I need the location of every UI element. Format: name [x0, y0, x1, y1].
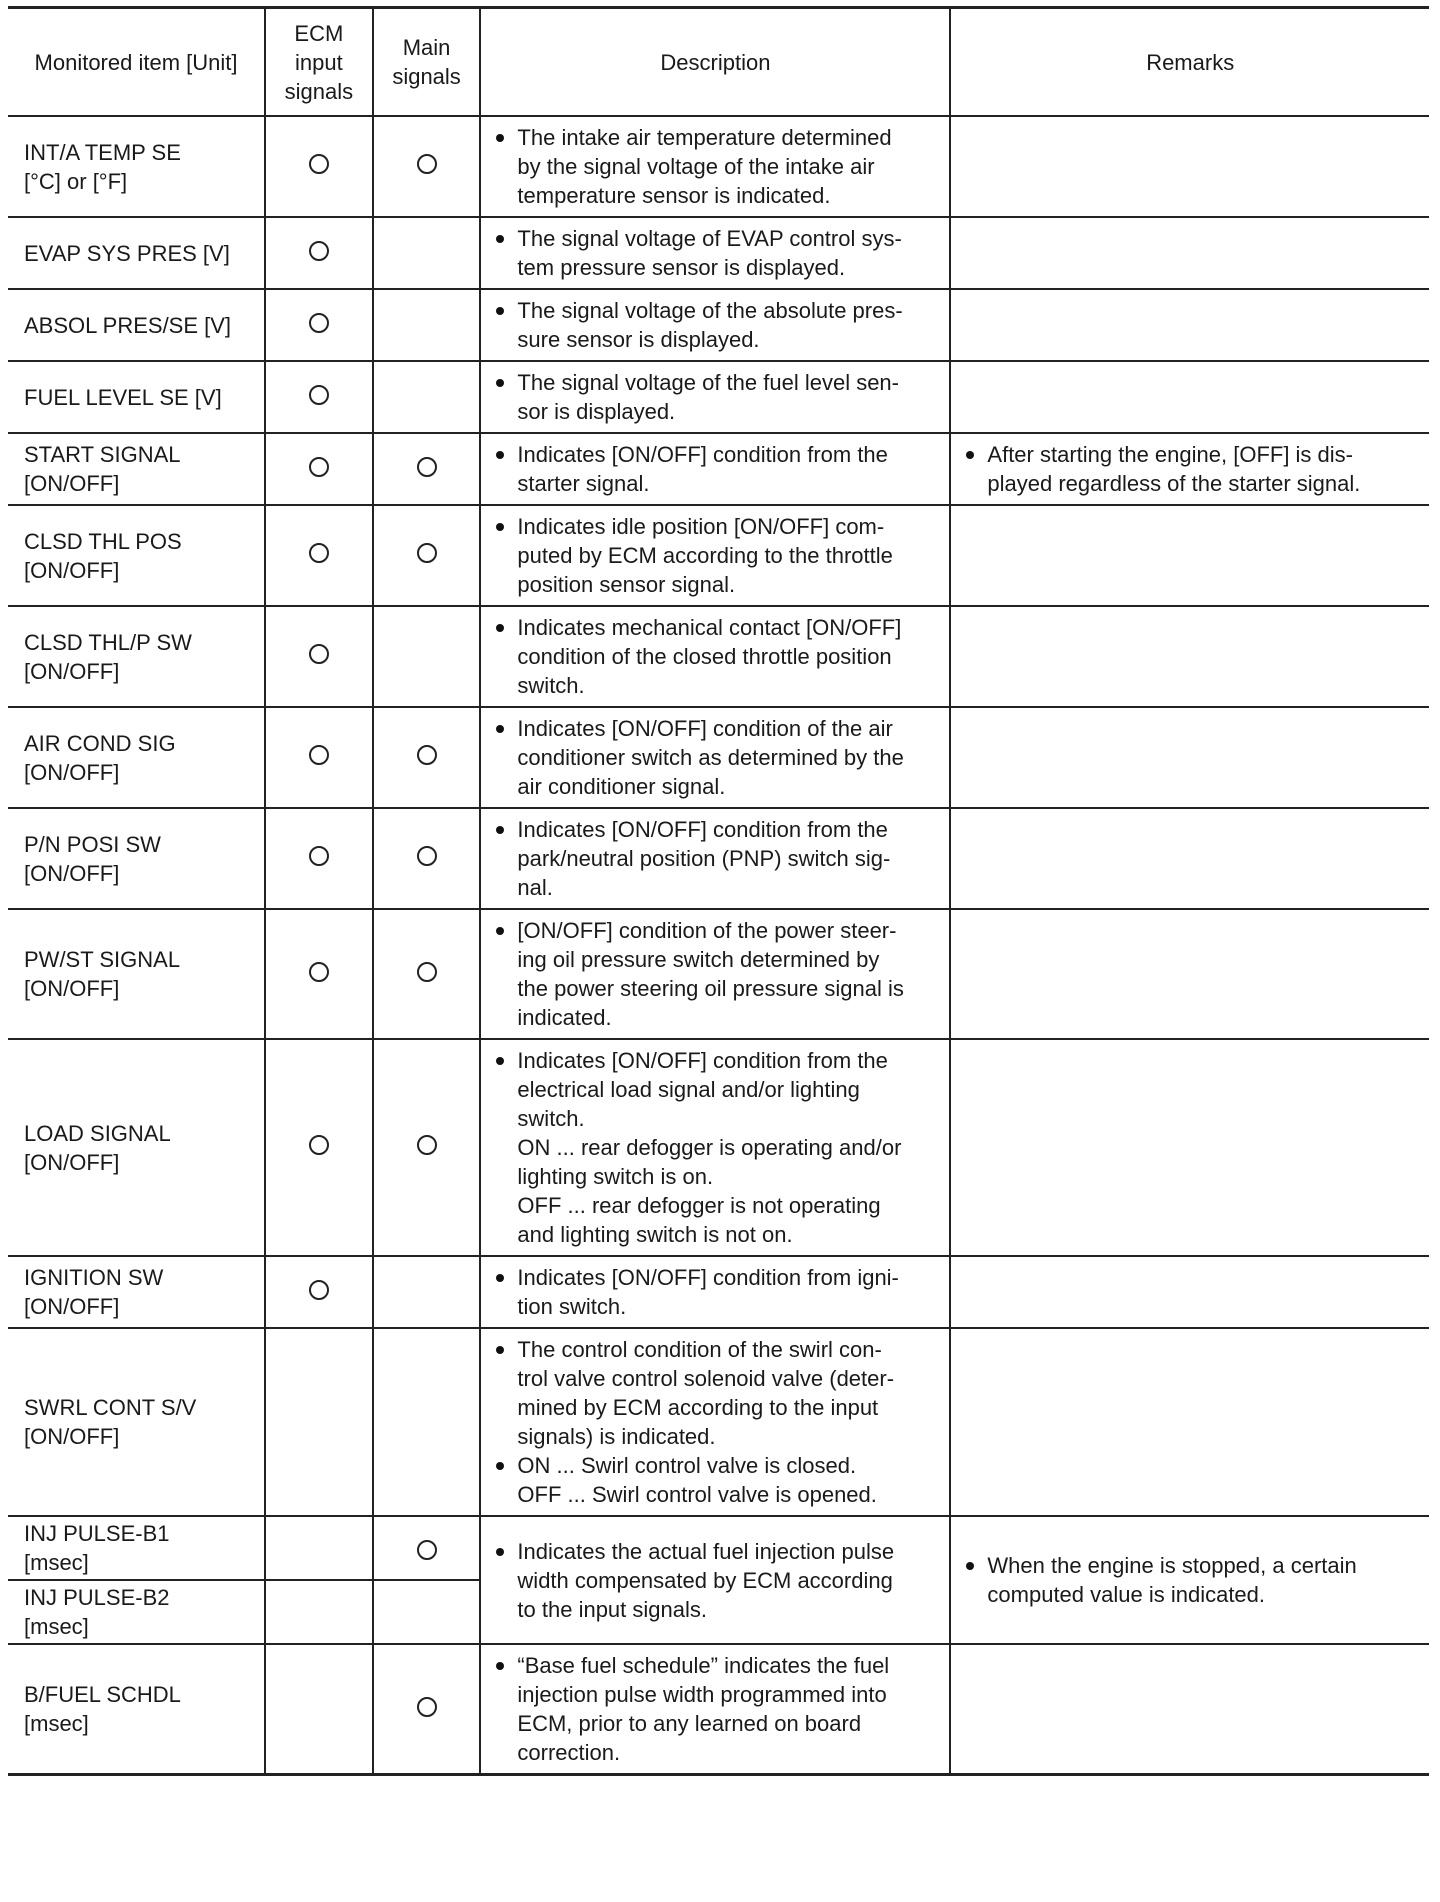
- ecm-input-cell: [265, 1644, 373, 1775]
- description-line: lighting switch is on.: [517, 1164, 714, 1189]
- monitored-item-cell: [8, 116, 265, 217]
- header-remarks: Remarks: [950, 8, 1429, 117]
- description-cell: [480, 808, 950, 909]
- monitored-item-cell: [8, 909, 265, 1039]
- description-cell: [480, 1328, 950, 1516]
- table-row: [8, 1328, 1429, 1516]
- description-line: starter signal.: [517, 471, 650, 496]
- description-line: and lighting switch is not on.: [517, 1222, 793, 1247]
- monitored-item-cell: [8, 1256, 265, 1328]
- circle-mark-icon: [417, 745, 437, 765]
- description-line: Indicates the actual fuel injection pulse: [491, 1537, 941, 1566]
- monitored-item-text: SWRL CONT S/V: [24, 1395, 197, 1420]
- description-line: correction.: [517, 1740, 621, 1765]
- circle-mark-icon: [309, 745, 329, 765]
- monitored-item-text: [ON/OFF]: [24, 557, 120, 583]
- description-line: The control condition of the swirl con-: [491, 1335, 941, 1364]
- remarks-cell: [950, 909, 1429, 1039]
- description-line: position sensor signal.: [517, 572, 736, 597]
- table-row: [8, 217, 1429, 289]
- table-row: [8, 505, 1429, 606]
- ecm-input-cell: [265, 1516, 373, 1580]
- description-line: to the input signals.: [517, 1596, 707, 1622]
- description-line: switch.: [517, 1106, 585, 1131]
- ecm-input-cell: [265, 361, 373, 433]
- header-main-line: signals: [392, 64, 461, 89]
- table-header-row: [8, 8, 1429, 117]
- remarks-cell: [950, 606, 1429, 707]
- table-row: [8, 433, 1429, 505]
- main-signal-cell: [373, 1580, 481, 1644]
- monitored-item-text: FUEL LEVEL SE [V]: [24, 384, 222, 410]
- description-line: nal.: [517, 875, 553, 900]
- description-line: by the signal voltage of the intake air: [517, 154, 875, 179]
- main-signal-cell: [373, 1644, 481, 1775]
- ecm-input-cell: [265, 808, 373, 909]
- monitored-item-text: B/FUEL SCHDL: [24, 1682, 181, 1707]
- description-cell: [480, 909, 950, 1039]
- monitored-item-text: [ON/OFF]: [24, 976, 120, 1001]
- circle-mark-icon: [309, 962, 329, 982]
- table-body: [8, 116, 1429, 1775]
- main-signal-cell: [373, 116, 481, 217]
- main-signal-cell: [373, 361, 481, 433]
- monitored-item-cell: [8, 1039, 265, 1256]
- monitored-item-cell: [8, 606, 265, 707]
- monitored-item-cell: [8, 808, 265, 909]
- description-line: The intake air temperature determined: [491, 123, 941, 152]
- monitored-item-cell: [8, 1516, 265, 1580]
- remarks-cell: [950, 1644, 1429, 1775]
- main-signal-cell: [373, 217, 481, 289]
- description-line: injection pulse width programmed into: [517, 1682, 887, 1707]
- monitored-item-text: [msec]: [24, 1711, 89, 1736]
- description-line: The signal voltage of EVAP control sys-: [491, 224, 941, 253]
- circle-mark-icon: [309, 846, 329, 866]
- circle-mark-icon: [309, 1135, 329, 1155]
- monitored-item-text: [ON/OFF]: [24, 860, 120, 886]
- monitored-item-cell: [8, 1580, 265, 1644]
- remarks-cell: [950, 1328, 1429, 1516]
- table-row: [8, 808, 1429, 909]
- circle-mark-icon: [417, 962, 437, 982]
- header-ecm-line: signals: [284, 78, 354, 104]
- monitored-item-text: INJ PULSE-B1: [24, 1521, 170, 1546]
- table-row: [8, 361, 1429, 433]
- monitor-item-table: [8, 6, 1429, 1776]
- description-line: signals) is indicated.: [517, 1424, 716, 1449]
- remarks-cell: [950, 361, 1429, 433]
- main-signal-cell: [373, 808, 481, 909]
- circle-mark-icon: [417, 1697, 437, 1717]
- header-main-line: Main: [402, 35, 451, 60]
- description-line: electrical load signal and/or lighting: [517, 1077, 860, 1102]
- monitored-item-text: [msec]: [24, 1550, 89, 1575]
- header-description: Description: [480, 8, 950, 117]
- description-line: width compensated by ECM according: [517, 1567, 893, 1593]
- description-line: the power steering oil pressure signal is: [517, 976, 904, 1001]
- description-line: “Base fuel schedule” indicates the fuel: [491, 1651, 941, 1680]
- description-line: Indicates [ON/OFF] condition from the: [491, 815, 941, 844]
- remarks-cell: [950, 707, 1429, 808]
- monitored-item-text: IGNITION SW: [24, 1265, 164, 1290]
- remarks-cell: [950, 1516, 1429, 1644]
- description-cell: [480, 606, 950, 707]
- monitored-item-text: INJ PULSE-B2: [24, 1585, 170, 1610]
- main-signal-cell: [373, 1516, 481, 1580]
- remarks-cell: [950, 1256, 1429, 1328]
- description-line: tem pressure sensor is displayed.: [517, 255, 846, 280]
- monitored-item-text: [ON/OFF]: [24, 1424, 120, 1449]
- monitored-item-cell: [8, 433, 265, 505]
- circle-mark-icon: [309, 313, 329, 333]
- monitored-item-text: [ON/OFF]: [24, 1294, 120, 1319]
- description-cell: [480, 1039, 950, 1256]
- monitored-item-text: LOAD SIGNAL: [24, 1120, 171, 1146]
- main-signal-cell: [373, 289, 481, 361]
- ecm-input-cell: [265, 116, 373, 217]
- description-line: sure sensor is displayed.: [517, 327, 760, 352]
- monitored-item-text: P/N POSI SW: [24, 831, 161, 857]
- monitored-item-cell: [8, 1328, 265, 1516]
- table-row: [8, 707, 1429, 808]
- description-line: trol valve control solenoid valve (deter-: [517, 1366, 895, 1391]
- circle-mark-icon: [417, 543, 437, 563]
- table-row: [8, 1644, 1429, 1775]
- monitored-item-text: [ON/OFF]: [24, 759, 120, 785]
- monitored-item-text: [ON/OFF]: [24, 658, 120, 684]
- monitored-item-text: [ON/OFF]: [24, 1149, 120, 1175]
- circle-mark-icon: [417, 457, 437, 477]
- description-line: mined by ECM according to the input: [517, 1395, 879, 1420]
- monitored-item-cell: [8, 505, 265, 606]
- header-main-signals: [373, 8, 481, 117]
- table-row: [8, 606, 1429, 707]
- main-signal-cell: [373, 1039, 481, 1256]
- monitored-item-cell: [8, 707, 265, 808]
- monitored-item-cell: [8, 1644, 265, 1775]
- ecm-input-cell: [265, 505, 373, 606]
- ecm-input-cell: [265, 289, 373, 361]
- remarks-cell: [950, 289, 1429, 361]
- circle-mark-icon: [309, 1280, 329, 1300]
- description-cell: [480, 1644, 950, 1775]
- main-signal-cell: [373, 707, 481, 808]
- description-line: ing oil pressure switch determined by: [517, 947, 880, 972]
- description-line: park/neutral position (PNP) switch sig-: [517, 846, 891, 871]
- description-line: Indicates mechanical contact [ON/OFF]: [491, 613, 941, 642]
- remarks-line: When the engine is stopped, a certain: [961, 1551, 1421, 1580]
- circle-mark-icon: [309, 154, 329, 174]
- description-line: ON ... Swirl control valve is closed.: [491, 1451, 941, 1480]
- main-signal-cell: [373, 606, 481, 707]
- description-cell: [480, 361, 950, 433]
- monitored-item-text: PW/ST SIGNAL: [24, 947, 181, 972]
- circle-mark-icon: [417, 846, 437, 866]
- circle-mark-icon: [417, 154, 437, 174]
- ecm-input-cell: [265, 1328, 373, 1516]
- header-ecm-line: ECM: [294, 20, 344, 46]
- description-line: The signal voltage of the fuel level sen-: [491, 368, 941, 397]
- remarks-line: After starting the engine, [OFF] is dis-: [961, 440, 1421, 469]
- description-line: indicated.: [517, 1005, 612, 1030]
- description-line: Indicates [ON/OFF] condition from the: [491, 440, 941, 469]
- remarks-cell: [950, 217, 1429, 289]
- description-cell: [480, 289, 950, 361]
- description-line: ON ... rear defogger is operating and/or: [517, 1135, 902, 1160]
- circle-mark-icon: [309, 457, 329, 477]
- monitored-item-cell: [8, 217, 265, 289]
- circle-mark-icon: [417, 1135, 437, 1155]
- description-cell: [480, 1256, 950, 1328]
- remarks-cell: [950, 433, 1429, 505]
- monitored-item-text: [ON/OFF]: [24, 471, 120, 496]
- description-line: [ON/OFF] condition of the power steer-: [491, 916, 941, 945]
- remarks-line: computed value is indicated.: [987, 1582, 1266, 1607]
- monitored-item-text: [msec]: [24, 1614, 89, 1639]
- remarks-line: played regardless of the starter signal.: [987, 471, 1361, 496]
- description-cell: [480, 433, 950, 505]
- ecm-input-cell: [265, 1256, 373, 1328]
- circle-mark-icon: [309, 644, 329, 664]
- monitored-item-text: START SIGNAL: [24, 442, 181, 467]
- description-line: OFF ... rear defogger is not operating: [517, 1193, 881, 1218]
- description-cell: [480, 1516, 950, 1644]
- description-cell: [480, 505, 950, 606]
- table-row: [8, 1039, 1429, 1256]
- main-signal-cell: [373, 909, 481, 1039]
- circle-mark-icon: [309, 385, 329, 405]
- description-line: Indicates [ON/OFF] condition from igni-: [491, 1263, 941, 1292]
- monitored-item-text: CLSD THL/P SW: [24, 629, 192, 655]
- monitored-item-text: ABSOL PRES/SE [V]: [24, 312, 232, 338]
- remarks-cell: [950, 1039, 1429, 1256]
- ecm-input-cell: [265, 217, 373, 289]
- monitored-item-text: [°C] or [°F]: [24, 168, 128, 194]
- ecm-input-cell: [265, 1039, 373, 1256]
- description-cell: [480, 707, 950, 808]
- main-signal-cell: [373, 433, 481, 505]
- description-line: Indicates [ON/OFF] condition from the: [491, 1046, 941, 1075]
- description-cell: [480, 116, 950, 217]
- description-line: tion switch.: [517, 1294, 627, 1319]
- monitored-item-cell: [8, 289, 265, 361]
- ecm-input-cell: [265, 1580, 373, 1644]
- circle-mark-icon: [309, 543, 329, 563]
- monitored-item-text: CLSD THL POS: [24, 528, 182, 554]
- description-line: sor is displayed.: [517, 399, 676, 424]
- description-line: puted by ECM according to the throttle: [517, 543, 893, 568]
- ecm-input-cell: [265, 606, 373, 707]
- table-row: [8, 116, 1429, 217]
- monitored-item-text: AIR COND SIG: [24, 730, 176, 756]
- description-line: condition of the closed throttle position: [517, 644, 892, 669]
- description-line: The signal voltage of the absolute pres-: [491, 296, 941, 325]
- ecm-input-cell: [265, 707, 373, 808]
- table-row: [8, 1516, 1429, 1580]
- circle-mark-icon: [309, 241, 329, 261]
- remarks-cell: [950, 116, 1429, 217]
- main-signal-cell: [373, 1256, 481, 1328]
- description-cell: [480, 217, 950, 289]
- header-ecm-line: input: [295, 49, 343, 75]
- description-line: air conditioner signal.: [517, 774, 726, 799]
- circle-mark-icon: [417, 1540, 437, 1560]
- remarks-cell: [950, 808, 1429, 909]
- table-row: [8, 289, 1429, 361]
- main-signal-cell: [373, 505, 481, 606]
- ecm-input-cell: [265, 433, 373, 505]
- monitored-item-text: EVAP SYS PRES [V]: [24, 240, 230, 266]
- description-line: conditioner switch as determined by the: [517, 745, 904, 770]
- description-line: Indicates idle position [ON/OFF] com-: [491, 512, 941, 541]
- monitored-item-cell: [8, 361, 265, 433]
- description-line: OFF ... Swirl control valve is opened.: [517, 1482, 877, 1507]
- main-signal-cell: [373, 1328, 481, 1516]
- monitored-item-text: INT/A TEMP SE: [24, 139, 181, 165]
- description-line: temperature sensor is indicated.: [517, 183, 831, 208]
- table-row: [8, 909, 1429, 1039]
- header-ecm-input-signals: [265, 8, 373, 117]
- remarks-cell: [950, 505, 1429, 606]
- header-monitored-item: Monitored item [Unit]: [8, 8, 265, 117]
- description-line: Indicates [ON/OFF] condition of the air: [491, 714, 941, 743]
- description-line: ECM, prior to any learned on board: [517, 1711, 862, 1736]
- description-line: switch.: [517, 673, 585, 698]
- ecm-input-cell: [265, 909, 373, 1039]
- table-row: [8, 1256, 1429, 1328]
